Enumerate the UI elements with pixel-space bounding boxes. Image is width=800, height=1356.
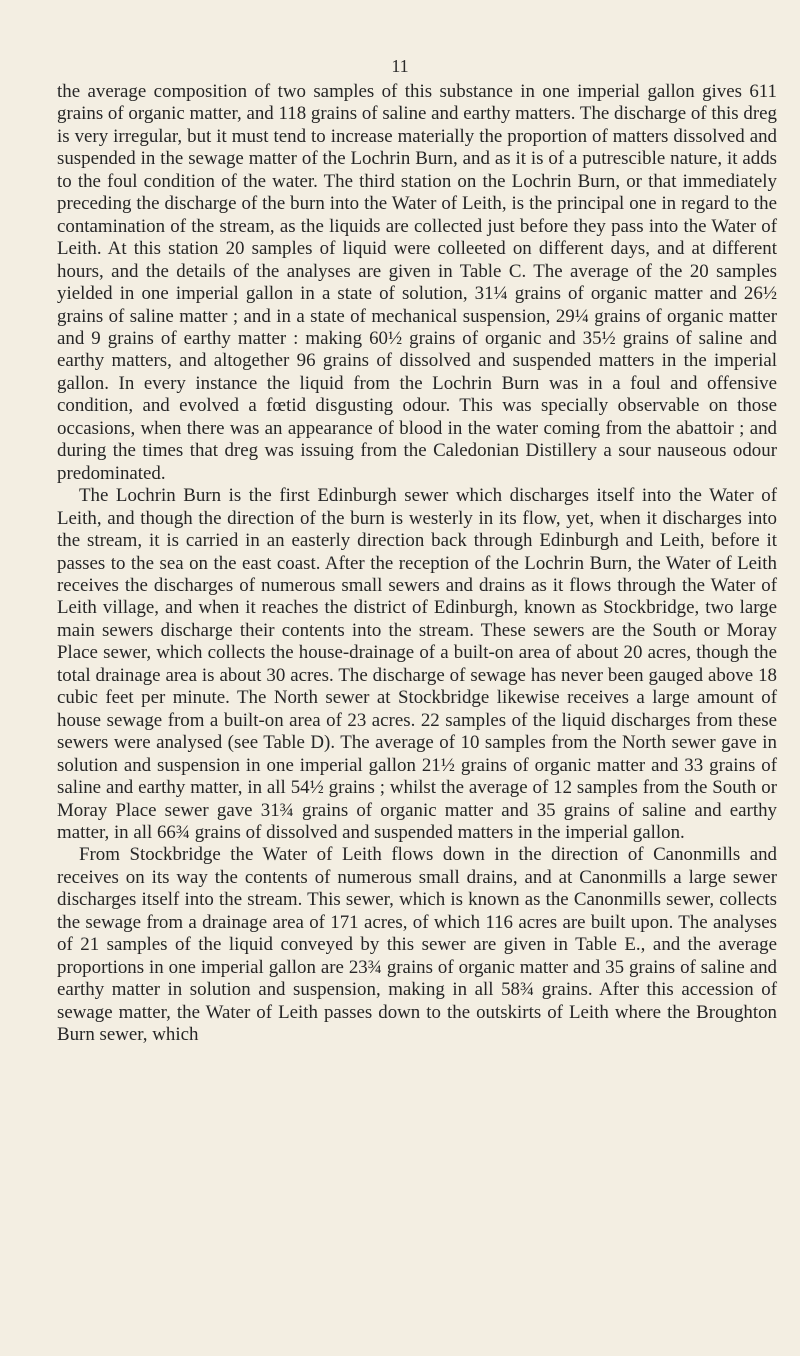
paragraph-1: the average composition of two samples of this substance in one imperial gallon gives 611 grains of organic matter, and 118 grains of saline and earthy matters. The discharge of this dreg is very irregular, but it must tend to increase materially the proportion of matters dissolved and suspended in the sewage matter of the Lochrin Burn, and as it is of a putrescible nature, it adds to the foul condition of the water. The third station on the Lochrin Burn, or that immediately preceding the discharge of the burn into the Water of Leith, is the principal one in regard to the contamination of the stream, as the liquids are collected just before they pass into the Water of Leith. At this station 20 samples of liquid were colleeted on different days, and at different hours, and the details of the analyses are given in Table C. The average of the 20 samples yielded in one imperial gallon in a state of solution, 31¼ grains of organic matter and 26½ grains of saline matter ; and in a state of mechanical suspension, 29¼ grains of organic matter and 9 grains of earthy matter : making 60½ grains of organic and 35½ grains of saline and earthy matters, and altogether 96 grains of dissolved and suspended matters in the imperial gallon. In every instance the liquid from the Lochrin Burn was in a foul and offensive condition, and evolved a fœtid disgusting odour. This was specially observable on those occasions, when there was an appearance of blood in the water coming from the abattoir ; and during the times that dreg was issuing from the Caledonian Distillery a sour nauseous odour predominated.: [57, 81, 777, 484]
page-number: 11: [391, 56, 409, 76]
paragraph-3: From Stockbridge the Water of Leith flows down in the direction of Canonmills and receives on its way the contents of numerous small drains, and at Canonmills a large sewer discharges itself into the stream. This sewer, which is known as the Canonmills sewer, collects the sewage from a drainage area of 171 acres, of which 116 acres are built upon. The analyses of 21 samples of the liquid conveyed by this sewer are given in Table E., and the average proportions in one imperial gallon are 23¾ grains of organic matter and 35 grains of saline and earthy matter in solution and suspension, making in all 58¾ grains. After this accession of sewage matter, the Water of Leith passes down to the outskirts of Leith where the Broughton Burn sewer, which: [57, 844, 777, 1046]
paragraph-2: The Lochrin Burn is the first Edinburgh sewer which discharges itself into the Water of Leith, and though the direction of the burn is westerly in its flow, yet, when it discharges into the stream, it is carried in an easterly direction back through Edinburgh and Leith, before it passes to the sea on the east coast. After the reception of the Lochrin Burn, the Water of Leith receives the discharges of numerous small sewers and drains as it flows through the Water of Leith village, and when it reaches the district of Edinburgh, known as Stockbridge, two large main sewers discharge their contents into the stream. These sewers are the South or Moray Place sewer, which collects the house-drainage of a built-on area of about 20 acres, though the total drainage area is about 30 acres. The discharge of sewage has never been gauged above 18 cubic feet per minute. The North sewer at Stockbridge likewise receives a large amount of house sewage from a built-on area of 23 acres. 22 samples of the liquid discharges from these sewers were analysed (see Table D). The average of 10 samples from the North sewer gave in solution and suspension in one imperial gallon 21½ grains of organic matter and 33 grains of saline and earthy matter, in all 54½ grains ; whilst the average of 12 samples from the South or Moray Place sewer gave 31¾ grains of organic matter and 35 grains of saline and earthy matter, in all 66¾ grains of dissolved and suspended matters in the imperial gallon.: [57, 485, 777, 843]
body-text: [57, 81, 777, 1046]
